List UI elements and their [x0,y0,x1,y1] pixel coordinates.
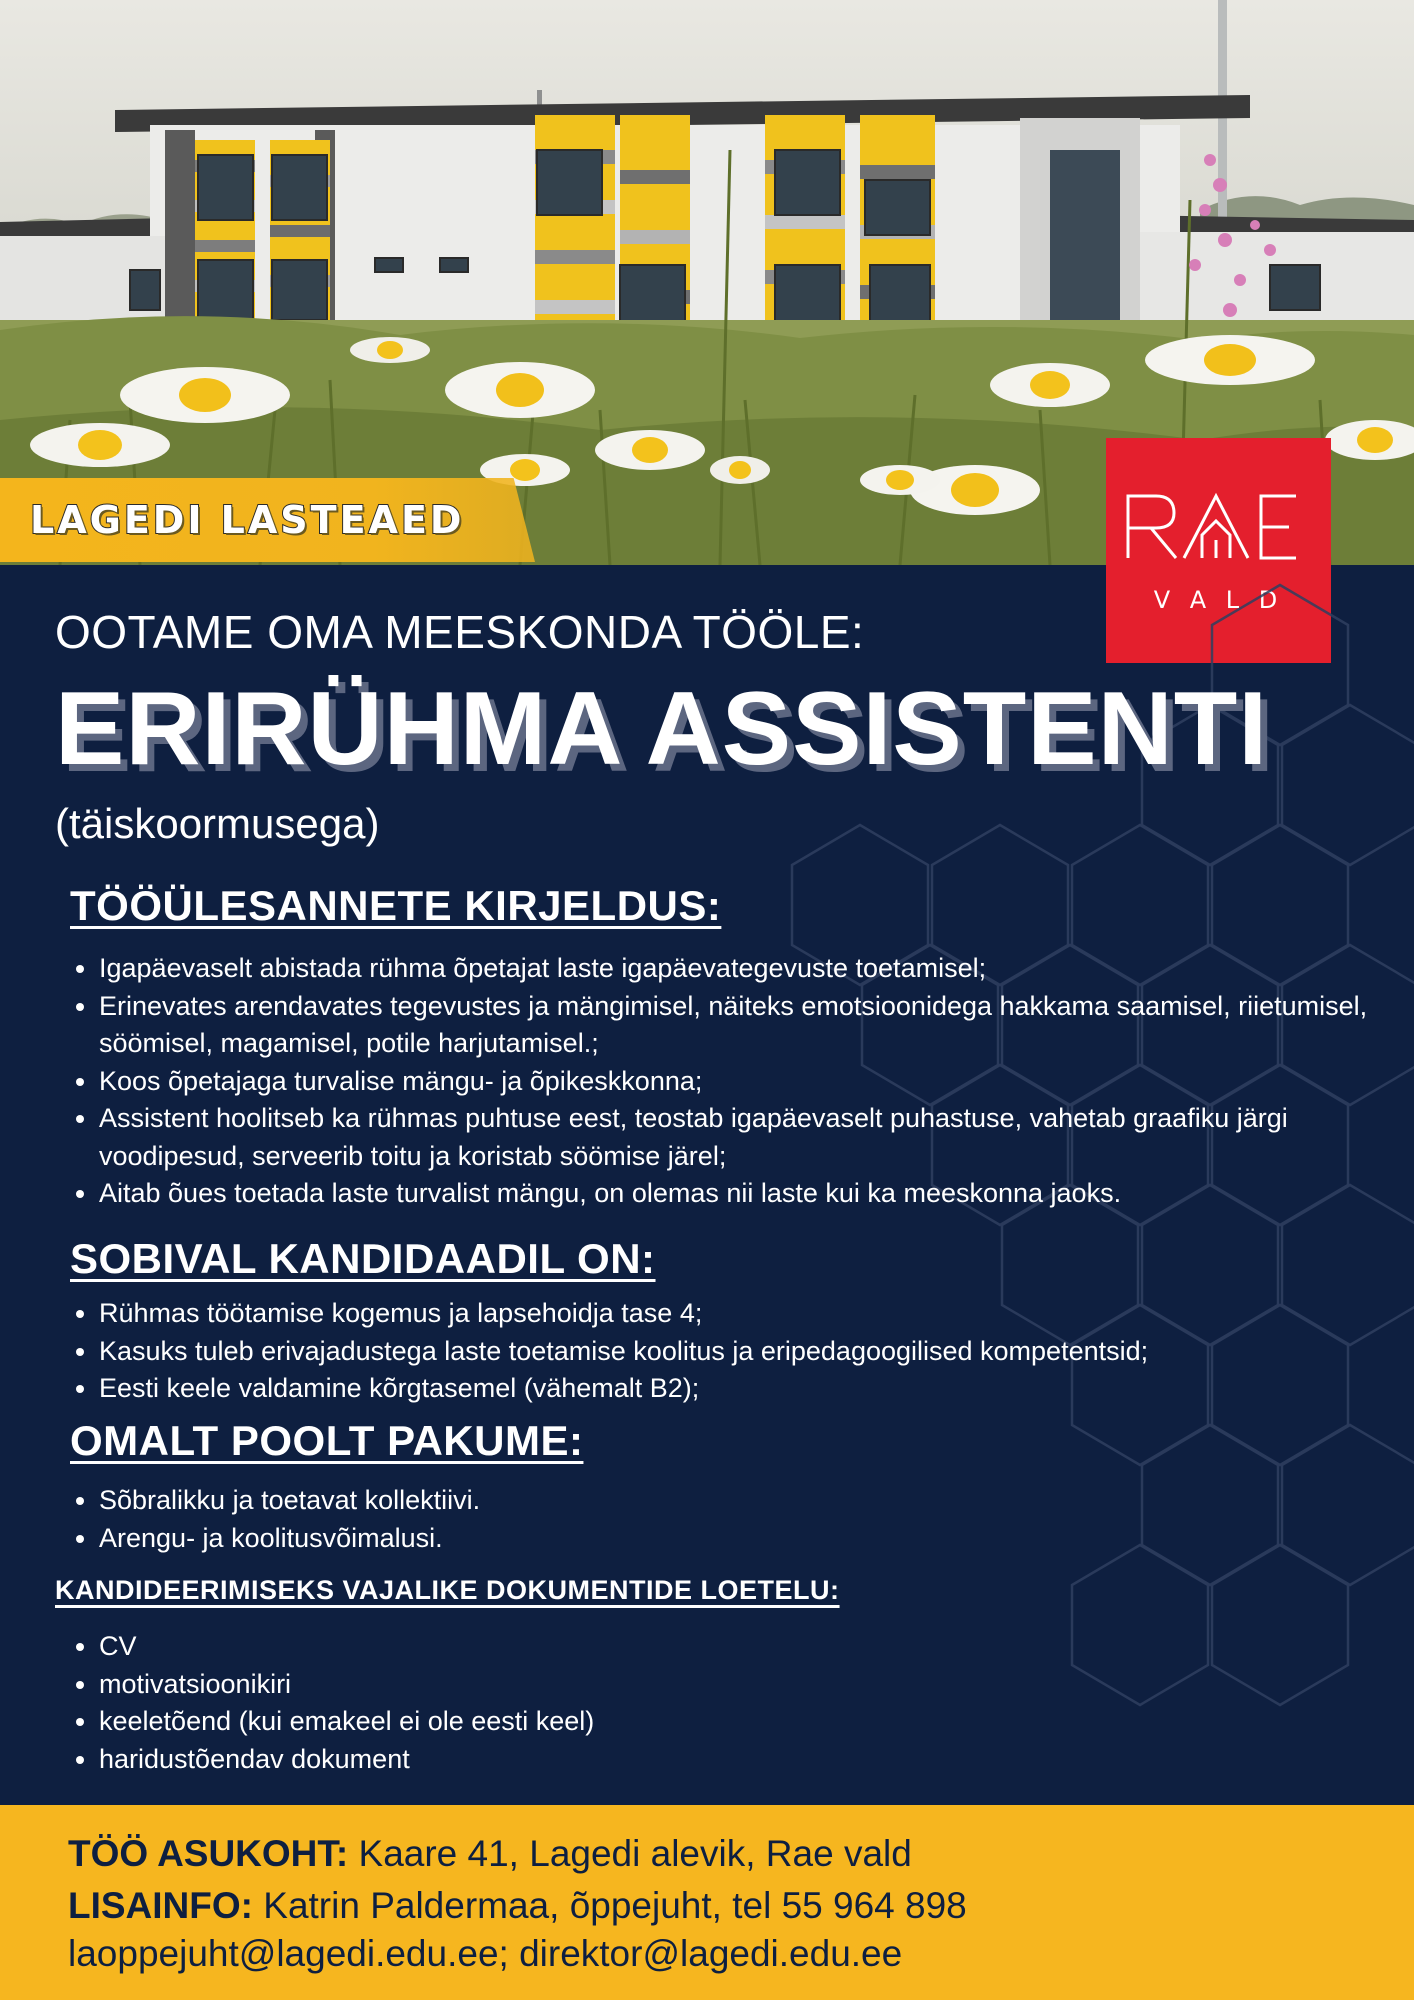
logo-text-bottom: V A L D [1153,586,1284,614]
location-label: TÖÖ ASUKOHT: [68,1833,349,1874]
requirements-list [55,1295,1399,1408]
list-item: • Rühmas töötamise kogemus ja lapsehoidja tase 4; [99,1295,1399,1333]
info-value: Katrin Paldermaa, õppejuht, tel 55 964 898 [252,1885,967,1926]
location-line [68,1833,912,1875]
duties-title: TÖÖÜLESANNETE KIRJELDUS: [70,882,722,929]
list-item: • Arengu- ja koolitusvõimalusi. [99,1520,1399,1558]
list-item: • Erinevates arendavates tegevustes ja mängimisel, näiteks emotsioonidega hakkama saamisel, riietumisel, söömisel, magamisel, potile harjutamisel.; [99,988,1399,1063]
list-item: • Assistent hoolitseb ka rühmas puhtuse eest, teostab igapäevaselt puhastuse, vahetab graafiku järgi voodipesud, serveerib toitu ja koristab söömise järel; [99,1100,1399,1175]
offer-title: OMALT POOLT PAKUME: [70,1417,584,1464]
list-item: • haridustõendav dokument [99,1741,1399,1779]
list-item: • motivatsioonikiri [99,1666,1399,1704]
contact-footer [0,1805,1414,2000]
list-item: • Sõbralikku ja toetavat kollektiivi. [99,1482,1399,1520]
info-label: LISAINFO: [68,1885,253,1926]
email-line[interactable]: laoppejuht@lagedi.edu.ee; direktor@lagedi.edu.ee [68,1933,903,1974]
intro-text: OOTAME OMA MEESKONDA TÖÖLE: [55,606,865,658]
offer-list [55,1482,1399,1557]
duties-list [55,950,1399,1213]
requirements-title: SOBIVAL KANDIDAADIL ON: [70,1235,656,1282]
list-item: • keeletõend (kui emakeel ei ole eesti keel) [99,1703,1399,1741]
documents-list [55,1628,1399,1778]
location-value: Kaare 41, Lagedi alevik, Rae vald [348,1833,912,1874]
list-item: • Koos õpetajaga turvalise mängu- ja õpikeskkonna; [99,1063,1399,1101]
job-title: ERIRÜHMA ASSISTENTI [55,671,1269,787]
documents-title: KANDIDEERIMISEKS VAJALIKE DOKUMENTIDE LOETELU: [55,1575,840,1605]
list-item: • Eesti keele valdamine kõrgtasemel (vähemalt B2); [99,1370,1399,1408]
list-item: • Igapäevaselt abistada rühma õpetajat laste igapäevategevuste toetamisel; [99,950,1399,988]
list-item: • Kasuks tuleb erivajadustega laste toetamise koolitus ja eripedagoogilised kompetentsid; [99,1333,1399,1371]
list-item: • CV [99,1628,1399,1666]
school-name: LAGEDI LASTEAED [30,498,465,542]
workload-note: (täiskoormusega) [55,800,380,847]
list-item: • Aitab õues toetada laste turvalist mängu, on olemas nii laste kui ka meeskonna jaoks. [99,1175,1399,1213]
info-line [68,1885,967,1927]
